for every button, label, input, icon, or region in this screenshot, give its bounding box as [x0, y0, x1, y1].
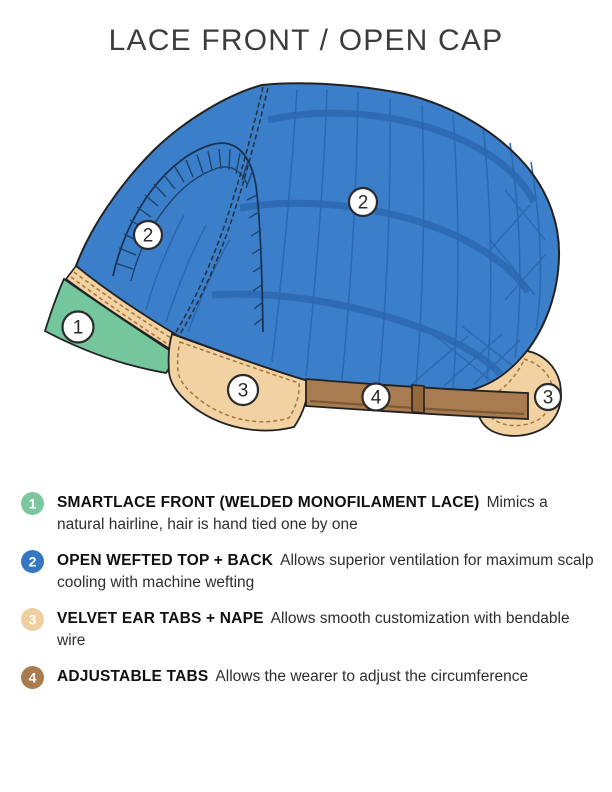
svg-text:3: 3: [28, 611, 37, 628]
legend-item-smartlace-front: [21, 492, 596, 536]
svg-text:2: 2: [142, 225, 154, 247]
legend-item-velvet-ear-tabs: [21, 608, 596, 652]
svg-text:3: 3: [542, 387, 554, 409]
legend-description-4: Allows the wearer to adjust the circumference: [215, 668, 529, 685]
legend-label-1: SMARTLACE FRONT (WELDED MONOFILAMENT LACE): [57, 494, 480, 511]
svg-text:1: 1: [72, 317, 84, 339]
page-title: LACE FRONT / OPEN CAP: [108, 24, 504, 57]
legend-bullet-2: [21, 550, 44, 573]
legend-label-2: OPEN WEFTED TOP + BACK: [57, 552, 274, 569]
legend-item-open-wefted: [21, 550, 596, 594]
legend-text-2: [57, 550, 596, 594]
legend-text-4: [57, 666, 596, 688]
legend-bullet-1: [21, 492, 44, 515]
legend-item-adjustable-tabs: [21, 666, 596, 689]
svg-text:1: 1: [28, 495, 37, 512]
svg-text:2: 2: [357, 192, 369, 214]
svg-text:4: 4: [370, 387, 382, 409]
legend-bullet-3: [21, 608, 44, 631]
legend-label-3: VELVET EAR TABS + NAPE: [57, 610, 264, 627]
legend-text-3: [57, 608, 596, 652]
legend-description-3: Allows smooth customization with bendable wire: [57, 610, 570, 649]
svg-text:2: 2: [28, 553, 37, 570]
legend-bullet-4: [21, 666, 44, 689]
svg-text:4: 4: [28, 669, 37, 686]
svg-text:3: 3: [237, 380, 249, 402]
legend-description-2: Allows superior ventilation for maximum scalp cooling with machine wefting: [57, 552, 594, 591]
legend-text-1: [57, 492, 596, 536]
legend-description-1: Mimics a natural hairline, hair is hand tied one by one: [57, 494, 548, 533]
legend-label-4: ADJUSTABLE TABS: [57, 668, 209, 685]
